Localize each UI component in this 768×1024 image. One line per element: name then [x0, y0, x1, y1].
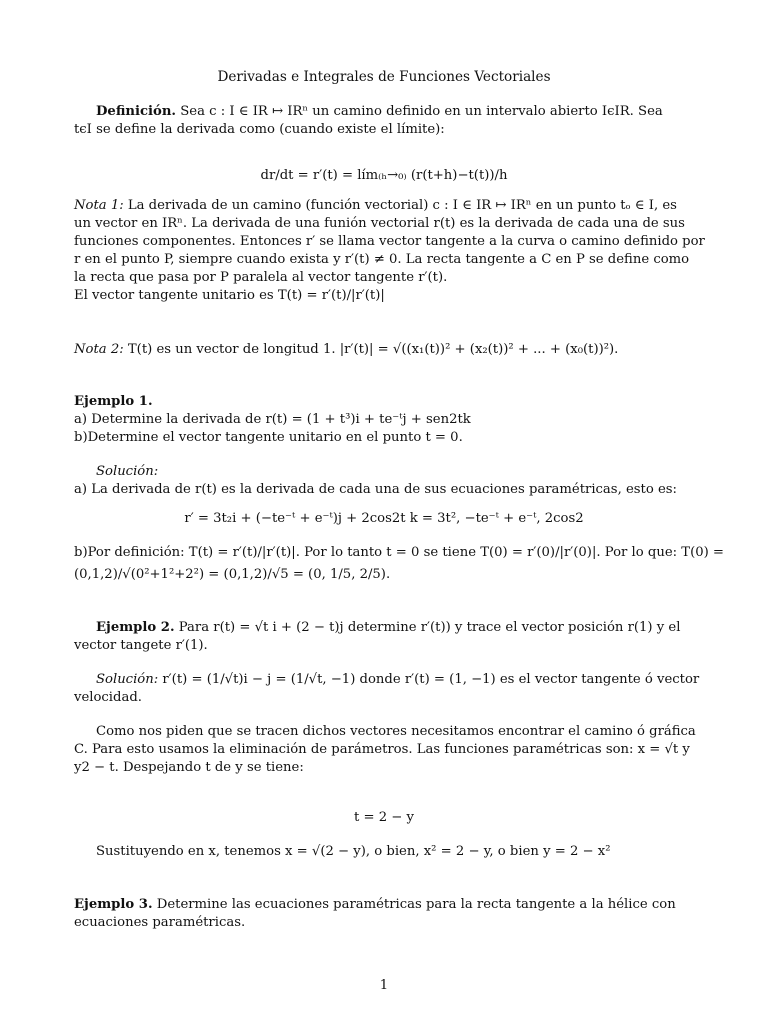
example1-solution-a: a) La derivada de r(t) es la derivada de cada una de sus ecuaciones paramétricas, esto es:	[74, 482, 677, 497]
example1-part-a: a) Determine la derivada de r(t) = (1 + t³)i + te⁻ᵗj + sen2tk	[74, 412, 471, 427]
example2-paragraph-line-1: Como nos piden que se tracen dichos vectores necesitamos encontrar el camino ó gráfica	[96, 724, 696, 739]
example2-paragraph-line-3: y2 − t. Despejando t de y se tiene:	[74, 760, 304, 775]
definition-text-1: Sea c : I ∈ IR ↦ IRⁿ un camino definido en un intervalo abierto IϵIR. Sea	[180, 104, 663, 119]
example2-line-2: vector tangete r′(1).	[74, 638, 208, 653]
example1-part-b: b)Determine el vector tangente unitario en el punto t = 0.	[74, 430, 463, 445]
example2-line-1	[96, 619, 680, 636]
example2-paragraph-line-2: C. Para esto usamos la eliminación de parámetros. Las funciones paramétricas son: x = √t y	[74, 742, 690, 757]
page-title: Derivadas e Integrales de Funciones Vectoriales	[217, 69, 551, 85]
definition-line-2: tϵI se define la derivada como (cuando existe el límite):	[74, 122, 445, 137]
example2-solution-text-1: r′(t) = (1/√t)i − j = (1/√t, −1) donde r′(t) = (1, −1) es el vector tangente ó vector	[162, 672, 700, 687]
example2-heading: Ejemplo 2.	[96, 620, 175, 635]
nota1-line-4: r en el punto P, siempre cuando exista y r′(t) ≠ 0. La recta tangente a C en P se define como	[74, 252, 690, 267]
example3-line-1	[74, 896, 676, 913]
nota1-line-1	[74, 197, 677, 214]
nota1-line-2: un vector en IRⁿ. La derivada de una funión vectorial r(t) es la derivada de cada una de sus	[74, 216, 685, 231]
example2-text-1: Para r(t) = √t i + (2 − t)j determine r′(t)) y trace el vector posición r(1) y el	[178, 620, 681, 635]
example1-solution-b-1: b)Por definición: T(t) = r′(t)/|r′(t)|. Por lo tanto t = 0 se tiene T(0) = r′(0)/|r′(0)|. Por lo que: T(0) =	[74, 545, 724, 560]
example2-substitution: Sustituyendo en x, tenemos x = √(2 − y), o bien, x² = 2 − y, o bien y = 2 − x²	[96, 844, 611, 859]
example2-equation: t = 2 − y	[353, 810, 414, 825]
derivative-formula: dr/dt = r′(t) = lím₍ₕ→₀₎ (r(t+h)−t(t))/h	[260, 168, 508, 183]
example1-equation: r′ = 3t₂i + (−te⁻ᵗ + e⁻ᵗ)j + 2cos2t k = 3t², −te⁻ᵗ + e⁻ᵗ, 2cos2	[184, 511, 584, 526]
example1-solution-label: Solución:	[96, 464, 159, 479]
example1-heading: Ejemplo 1.	[74, 394, 153, 409]
example3-text-1: Determine las ecuaciones paramétricas para la recta tangente a la hélice con	[156, 897, 676, 912]
example1-solution-b-2: (0,1,2)/√(0²+1²+2²) = (0,1,2)/√5 = (0, 1/5, 2/5).	[74, 567, 391, 582]
nota2-label: Nota 2:	[74, 342, 124, 357]
example3-heading: Ejemplo 3.	[74, 897, 153, 912]
nota1-line-3: funciones componentes. Entonces r′ se llama vector tangente a la curva o camino definido por	[74, 234, 705, 249]
nota2-text: T(t) es un vector de longitud 1. |r′(t)| = √((x₁(t))² + (x₂(t))² + ... + (x₀(t))²).	[127, 342, 619, 357]
example2-solution-line-2: velocidad.	[74, 690, 142, 705]
page-number: 1	[379, 978, 389, 993]
nota1-line-5: la recta que pasa por P paralela al vector tangente r′(t).	[74, 270, 448, 285]
definition-label: Definición.	[96, 104, 177, 119]
definition-line-1	[96, 103, 663, 120]
nota1-line-6: El vector tangente unitario es T(t) = r′(t)/|r′(t)|	[74, 288, 385, 303]
example2-solution-line-1	[96, 671, 699, 688]
nota1-label: Nota 1:	[74, 198, 124, 213]
example2-solution-label: Solución:	[96, 672, 159, 687]
nota1-text-1: La derivada de un camino (función vectorial) c : I ∈ IR ↦ IRⁿ en un punto tₒ ∈ I, es	[127, 198, 677, 213]
nota2-line	[74, 341, 618, 358]
example3-line-2: ecuaciones paramétricas.	[74, 915, 246, 930]
